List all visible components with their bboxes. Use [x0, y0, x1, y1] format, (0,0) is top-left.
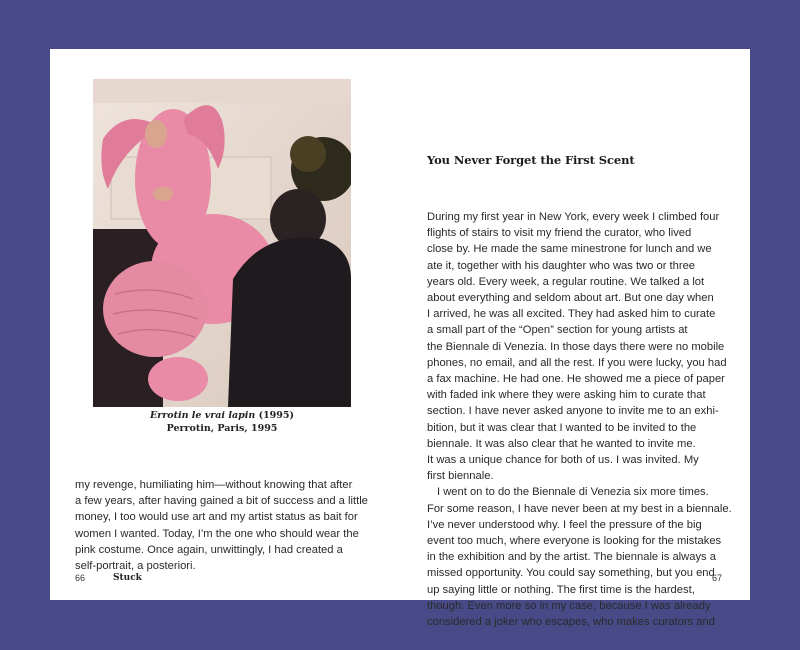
- running-head: Stuck: [113, 573, 142, 583]
- body-line: bition, but it was clear that I wanted to be invited to the: [427, 421, 697, 434]
- body-line: It was a unique chance for both of us. I was invited. My: [427, 454, 699, 467]
- body-line: event too much, where everyone is looking for the mistakes: [427, 535, 722, 548]
- right-page-body: [427, 209, 732, 630]
- page-number-left: 66: [75, 573, 86, 583]
- body-line: close by. He made the same minestrone for lunch and we: [427, 243, 712, 256]
- body-line: in the exhibition and by the artist. The biennale is always a: [427, 551, 716, 564]
- body-line: I arrived, he was all excited. They had asked him to curate: [427, 308, 716, 321]
- body-line: I’ve never understood why. I feel the pressure of the big: [427, 518, 702, 531]
- body-line: up saying little or nothing. The first time is the hardest,: [427, 583, 695, 596]
- body-line: considered a joker who escapes, who makes curators and: [427, 616, 715, 629]
- body-line: For some reason, I have never been at my best in a biennale.: [427, 502, 732, 515]
- page-number-right: 67: [712, 573, 723, 583]
- body-line: years old. Every week, a regular routine. We talked a lot: [427, 275, 705, 288]
- body-line: women I wanted. Today, I’m the one who should wear the: [75, 527, 359, 540]
- caption-credit: Perrotin, Paris, 1995: [166, 423, 278, 434]
- left-page-body: [75, 477, 368, 574]
- body-line: about everything and seldom about art. But one day when: [427, 292, 714, 305]
- photo-illustration: [93, 79, 351, 407]
- body-line: phones, no email, and all the rest. If you were lucky, you had: [427, 356, 727, 369]
- photo-pink-rabbit-costume: [93, 79, 351, 407]
- body-line: section. I have never asked anyone to invite me to an exhi-: [427, 405, 719, 418]
- body-line: flights of stairs to visit my friend the curator, who lived: [427, 227, 692, 240]
- body-line: my revenge, humiliating him—without knowing that after: [75, 479, 353, 491]
- body-line: a fax machine. He had one. He showed me a piece of paper: [427, 373, 725, 386]
- body-line: biennale. It was also clear that he wanted to invite me.: [427, 437, 696, 450]
- body-line: a small part of the “Open” section for young artists at: [427, 324, 688, 337]
- caption-title-line: [93, 409, 351, 422]
- caption-year: (1995): [258, 410, 295, 421]
- body-line: with faded ink where they were asking him to curate that: [427, 389, 706, 402]
- body-line: first biennale.: [427, 470, 494, 483]
- caption-artwork-title: Errotin le vrai lapin: [149, 410, 256, 421]
- body-line: pink costume. Once again, unwittingly, I had created a: [75, 543, 343, 556]
- body-line: a few years, after having gained a bit of success and a little: [75, 495, 368, 508]
- body-line: ate it, together with his daughter who was two or three: [427, 259, 696, 272]
- body-line: the Biennale di Venezia. In those days there were no mobile: [427, 340, 725, 353]
- chapter-heading: You Never Forget the First Scent: [427, 153, 635, 167]
- book-spread: [50, 49, 750, 629]
- photo-caption: [93, 409, 351, 435]
- body-line: though. Even more so in my case, because I was already: [427, 599, 711, 612]
- body-line: missed opportunity. You could say something, but you end: [427, 567, 715, 580]
- body-line: money, I too would use art and my artist status as bait for: [75, 511, 358, 524]
- body-line: self-portrait, a posteriori.: [75, 560, 196, 573]
- body-line: I went on to do the Biennale di Venezia six more times.: [437, 486, 709, 499]
- body-line: During my first year in New York, every week I climbed four: [427, 211, 720, 223]
